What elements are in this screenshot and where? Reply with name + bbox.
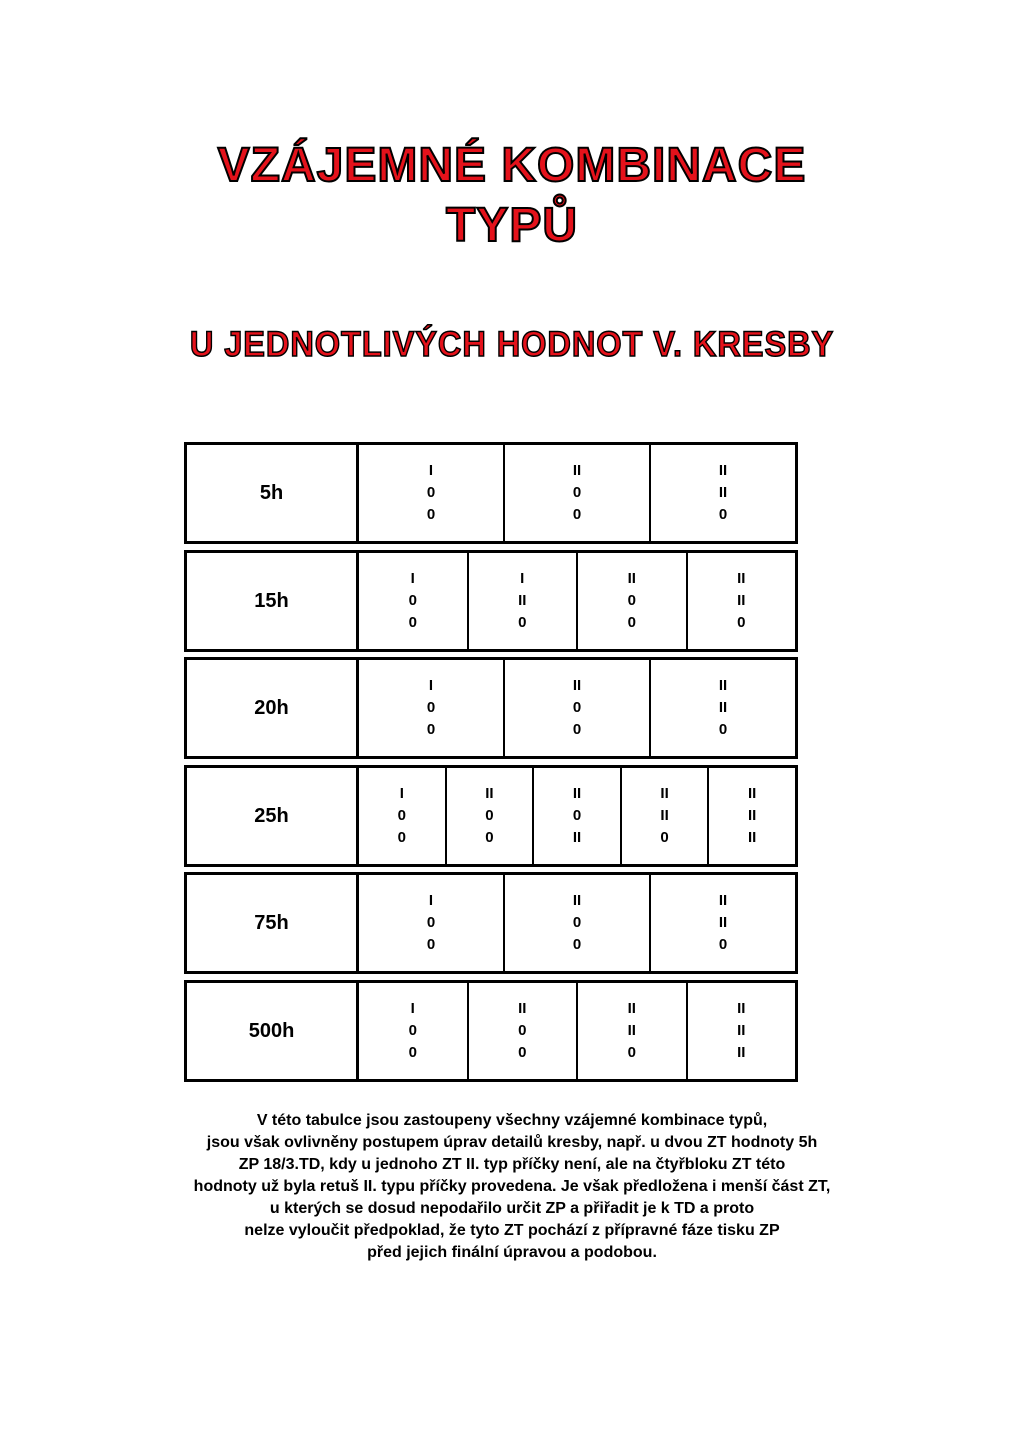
- table-row: [184, 872, 798, 974]
- type-value: II: [660, 807, 669, 824]
- type-value: 0: [426, 506, 436, 523]
- type-value: 0: [572, 914, 582, 931]
- type-value: 0: [718, 721, 728, 738]
- title-line-2: TYPŮ: [445, 199, 578, 252]
- type-value: 0: [397, 807, 406, 824]
- combination-cell: [359, 768, 447, 864]
- type-value: 0: [408, 614, 417, 631]
- type-value: II: [737, 570, 746, 587]
- type-value: II: [485, 785, 494, 802]
- type-value: 0: [627, 614, 636, 631]
- type-value: I: [410, 1000, 415, 1017]
- type-value: 0: [718, 936, 728, 953]
- combination-cell: [359, 983, 469, 1079]
- combination-cell: [688, 553, 796, 649]
- combination-cell: [469, 983, 579, 1079]
- type-value: II: [572, 892, 582, 909]
- type-value: II: [627, 1000, 636, 1017]
- type-value: 0: [572, 484, 582, 501]
- type-value: 0: [518, 1022, 527, 1039]
- type-value: II: [737, 1044, 746, 1061]
- caption-line: nelze vyloučit předpoklad, že tyto ZT pochází z přípravné fáze tisku ZP: [244, 1222, 780, 1239]
- caption-line: před jejich finální úpravou a podobou.: [367, 1244, 657, 1261]
- type-value: II: [660, 785, 669, 802]
- type-value: 0: [572, 807, 582, 824]
- type-value: I: [428, 892, 434, 909]
- type-value: 0: [518, 614, 527, 631]
- type-value: I: [428, 677, 434, 694]
- type-value: 0: [627, 592, 636, 609]
- type-value: II: [718, 892, 728, 909]
- row-label: 500h: [187, 983, 359, 1079]
- type-value: 0: [485, 807, 494, 824]
- type-value: II: [718, 677, 728, 694]
- caption-line: jsou však ovlivněny postupem úprav detailů kresby, např. u dvou ZT hodnoty 5h: [206, 1134, 818, 1151]
- row-label: 25h: [187, 768, 359, 864]
- type-value: 0: [572, 699, 582, 716]
- row-label: 5h: [187, 445, 359, 541]
- combination-cell: [505, 875, 651, 971]
- title-line-1: VZÁJEMNÉ KOMBINACE: [217, 139, 807, 192]
- combination-cell: [622, 768, 710, 864]
- type-value: II: [518, 592, 527, 609]
- combination-cell: [651, 445, 795, 541]
- table-row: [184, 980, 798, 1082]
- combination-cell: [505, 445, 651, 541]
- table-row: [184, 765, 798, 867]
- combination-cell: [359, 445, 505, 541]
- combination-cell: [651, 660, 795, 756]
- type-value: I: [520, 570, 525, 587]
- combination-cell: [447, 768, 535, 864]
- combination-table: [184, 442, 798, 1090]
- combination-cell: [578, 983, 688, 1079]
- type-value: II: [627, 570, 636, 587]
- combination-cell: [505, 660, 651, 756]
- combination-cell: [359, 660, 505, 756]
- type-value: II: [572, 785, 582, 802]
- type-value: 0: [572, 506, 582, 523]
- type-value: 0: [408, 1044, 417, 1061]
- combination-cell: [688, 983, 796, 1079]
- type-value: II: [518, 1000, 527, 1017]
- combination-cell: [359, 553, 469, 649]
- type-value: 0: [718, 506, 728, 523]
- type-value: II: [718, 484, 728, 501]
- type-value: 0: [737, 614, 746, 631]
- type-value: I: [428, 462, 434, 479]
- type-value: 0: [408, 592, 417, 609]
- type-value: II: [572, 677, 582, 694]
- combination-cell: [359, 875, 505, 971]
- type-value: II: [748, 807, 757, 824]
- table-row: [184, 442, 798, 544]
- table-row: [184, 657, 798, 759]
- row-label: 15h: [187, 553, 359, 649]
- type-value: 0: [426, 936, 436, 953]
- type-value: II: [718, 462, 728, 479]
- combination-cell: [709, 768, 795, 864]
- type-value: 0: [426, 721, 436, 738]
- caption-line: V této tabulce jsou zastoupeny všechny vzájemné kombinace typů,: [256, 1112, 768, 1129]
- row-label: 20h: [187, 660, 359, 756]
- type-value: 0: [426, 914, 436, 931]
- combination-cell: [651, 875, 795, 971]
- combination-cell: [578, 553, 688, 649]
- caption-line: ZP 18/3.TD, kdy u jednoho ZT II. typ příčky není, ale na čtyřbloku ZT této: [238, 1156, 786, 1173]
- type-value: 0: [572, 936, 582, 953]
- type-value: II: [748, 785, 757, 802]
- type-value: 0: [627, 1044, 636, 1061]
- type-value: II: [748, 829, 757, 846]
- row-label: 75h: [187, 875, 359, 971]
- combination-cell: [534, 768, 622, 864]
- type-value: 0: [518, 1044, 527, 1061]
- subtitle: U JEDNOTLIVÝCH HODNOT V. KRESBY: [189, 325, 835, 364]
- type-value: I: [410, 570, 415, 587]
- type-value: 0: [660, 829, 669, 846]
- type-value: II: [718, 914, 728, 931]
- type-value: II: [718, 699, 728, 716]
- type-value: I: [399, 785, 404, 802]
- type-value: II: [737, 1022, 746, 1039]
- caption-line: hodnoty už byla retuš II. typu příčky provedena. Je však předložena i menší část ZT,: [193, 1178, 831, 1195]
- type-value: II: [737, 592, 746, 609]
- caption: [120, 1110, 904, 1264]
- type-value: 0: [572, 721, 582, 738]
- type-value: II: [627, 1022, 636, 1039]
- type-value: 0: [426, 699, 436, 716]
- table-row: [184, 550, 798, 652]
- type-value: II: [737, 1000, 746, 1017]
- type-value: II: [572, 462, 582, 479]
- caption-line: u kterých se dosud nepodařilo určit ZP a přiřadit je k TD a proto: [269, 1200, 755, 1217]
- type-value: 0: [485, 829, 494, 846]
- type-value: 0: [408, 1022, 417, 1039]
- type-value: 0: [426, 484, 436, 501]
- combination-cell: [469, 553, 579, 649]
- type-value: 0: [397, 829, 406, 846]
- type-value: II: [572, 829, 582, 846]
